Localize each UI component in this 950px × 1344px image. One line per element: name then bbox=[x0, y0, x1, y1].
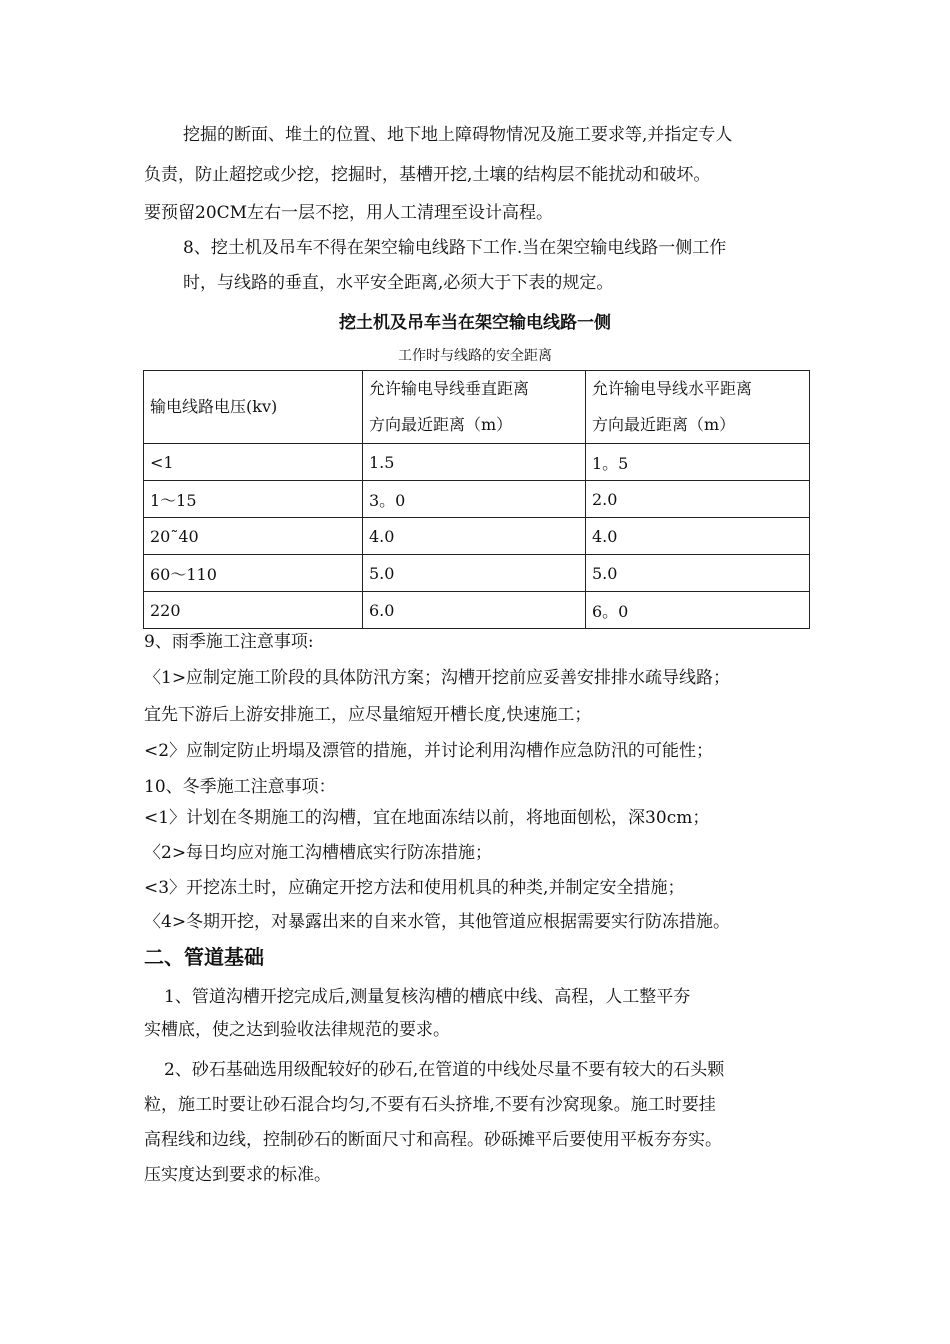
text-line: 要预留20CM左右一层不挖，用人工清理至设计高程。 bbox=[144, 203, 554, 223]
cell-horizontal: 4.0 bbox=[586, 518, 810, 555]
text-line: 8、挖土机及吊车不得在架空输电线路下工作.当在架空输电线路一侧工作 bbox=[183, 238, 727, 258]
cell-vertical: 6.0 bbox=[363, 592, 586, 629]
cell-horizontal: 1。5 bbox=[586, 444, 810, 481]
text-line: 实槽底，使之达到验收法律规范的要求。 bbox=[144, 1020, 450, 1040]
header-horizontal-line1: 允许输电导线水平距离 bbox=[592, 379, 753, 398]
table-row bbox=[144, 444, 810, 481]
text-line: <2〉应制定防止坍塌及漂管的措施，并讨论利用沟槽作应急防汛的可能性； bbox=[144, 741, 714, 761]
text-line: 粒，施工时要让砂石混合均匀,不要有石头挤堆,不要有沙窝现象。施工时要挂 bbox=[144, 1095, 716, 1115]
header-vertical-distance bbox=[363, 371, 586, 444]
text-line: 〈4>冬期开挖，对暴露出来的自来水管，其他管道应根据需要实行防冻措施。 bbox=[144, 912, 731, 932]
text-line: 〈1>应制定施工阶段的具体防汛方案；沟槽开挖前应妥善安排排水疏导线路； bbox=[144, 668, 731, 688]
text-line: 宜先下游后上游安排施工，应尽量缩短开槽长度,快速施工； bbox=[144, 705, 592, 725]
header-voltage: 输电线路电压(kv) bbox=[144, 371, 363, 444]
text-line: 压实度达到要求的标准。 bbox=[144, 1165, 331, 1185]
text-line: 9、雨季施工注意事项: bbox=[144, 632, 314, 652]
cell-voltage: 60～110 bbox=[144, 555, 363, 592]
cell-voltage: 20˜40 bbox=[144, 518, 363, 555]
table-header-row bbox=[144, 371, 810, 444]
header-horizontal-line2: 方向最近距离（m） bbox=[592, 415, 736, 434]
text-line: 1、管道沟槽开挖完成后,测量复核沟槽的槽底中线、高程，人工整平夯 bbox=[164, 987, 691, 1007]
cell-vertical: 1.5 bbox=[363, 444, 586, 481]
section-heading: 二、管道基础 bbox=[144, 945, 264, 969]
text-line: 〈2>每日均应对施工沟槽槽底实行防冻措施； bbox=[144, 843, 493, 863]
header-vertical-line2: 方向最近距离（m） bbox=[369, 415, 513, 434]
text-line: 高程线和边线，控制砂石的断面尺寸和高程。砂砾摊平后要使用平板夯夯实。 bbox=[144, 1130, 722, 1150]
text-line: 10、冬季施工注意事项： bbox=[144, 777, 336, 797]
text-line: 2、砂石基础选用级配较好的砂石,在管道的中线处尽量不要有较大的石头颗 bbox=[164, 1060, 725, 1080]
table-row bbox=[144, 592, 810, 629]
cell-voltage: 220 bbox=[144, 592, 363, 629]
cell-voltage: <1 bbox=[144, 444, 363, 481]
table-row bbox=[144, 518, 810, 555]
header-vertical-line1: 允许输电导线垂直距离 bbox=[369, 379, 530, 398]
cell-vertical: 5.0 bbox=[363, 555, 586, 592]
table-title: 挖土机及吊车当在架空输电线路一侧 bbox=[339, 313, 611, 333]
cell-vertical: 4.0 bbox=[363, 518, 586, 555]
text-line: 时，与线路的垂直，水平安全距离,必须大于下表的规定。 bbox=[183, 273, 614, 293]
table-row bbox=[144, 555, 810, 592]
safety-distance-table bbox=[143, 370, 810, 629]
text-line: <1〉计划在冬期施工的沟槽，宜在地面冻结以前，将地面刨松，深30cm； bbox=[144, 808, 710, 828]
table-subtitle: 工作时与线路的安全距离 bbox=[398, 348, 552, 364]
cell-horizontal: 2.0 bbox=[586, 481, 810, 518]
text-line: <3〉开挖冻土时，应确定开挖方法和使用机具的种类,并制定安全措施； bbox=[144, 878, 685, 898]
cell-horizontal: 5.0 bbox=[586, 555, 810, 592]
text-line: 挖掘的断面、堆土的位置、地下地上障碍物情况及施工要求等,并指定专人 bbox=[183, 125, 733, 145]
table-row bbox=[144, 481, 810, 518]
cell-voltage: 1～15 bbox=[144, 481, 363, 518]
cell-vertical: 3。0 bbox=[363, 481, 586, 518]
text-line: 负责，防止超挖或少挖，挖掘时，基槽开挖,土壤的结构层不能扰动和破坏。 bbox=[144, 165, 711, 185]
header-horizontal-distance bbox=[586, 371, 810, 444]
cell-horizontal: 6。0 bbox=[586, 592, 810, 629]
